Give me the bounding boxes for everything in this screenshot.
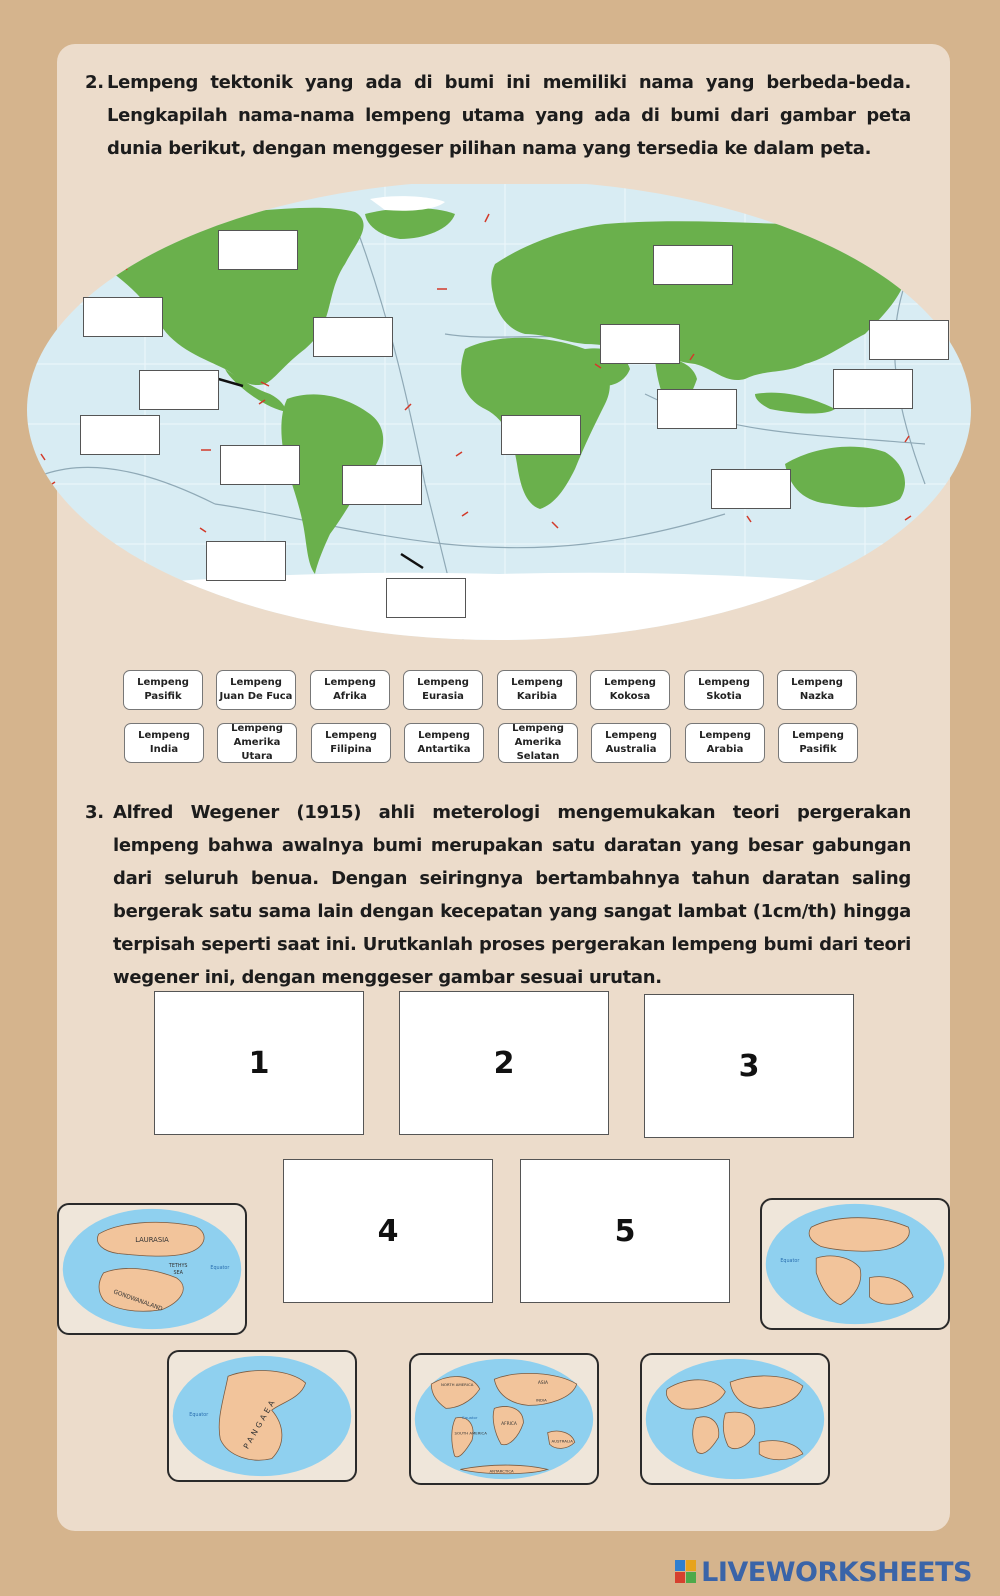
logo-text: LIVEWORKSHEETS [701, 1556, 972, 1588]
north-landmass [809, 1218, 909, 1251]
order-slot-4[interactable]: 4 [283, 1159, 493, 1303]
africa-label: AFRICA [501, 1421, 517, 1427]
plate-option[interactable]: Lempeng Antartika [404, 723, 484, 763]
map-card-present-day[interactable] [409, 1353, 599, 1485]
map-drop-box[interactable] [653, 245, 733, 285]
map-drop-box[interactable] [220, 445, 300, 485]
map-drop-box[interactable] [342, 465, 422, 505]
map-drop-box[interactable] [657, 389, 737, 429]
map-drop-box[interactable] [83, 297, 163, 337]
pangaea-label: PANGAEA [241, 1396, 279, 1451]
equator-label: Equator [189, 1413, 209, 1418]
plate-option[interactable]: Lempeng Amerika Selatan [498, 723, 578, 763]
order-slot-2[interactable]: 2 [399, 991, 609, 1135]
question-3 [85, 796, 911, 994]
asia-label: ASIA [537, 1381, 548, 1387]
map-drop-box[interactable] [206, 541, 286, 581]
map-drop-box[interactable] [711, 469, 791, 509]
sea-label: SEA [173, 1270, 183, 1276]
gondwanaland-label: GONDWANALAND [112, 1289, 164, 1313]
map-drop-box[interactable] [313, 317, 393, 357]
map-card-laurasia-gondwana[interactable] [57, 1203, 247, 1335]
equator-label: Equator [780, 1259, 800, 1265]
map-drop-box[interactable] [218, 230, 298, 270]
map-drop-box[interactable] [869, 320, 949, 360]
south-america-label: SOUTH AMERICA [454, 1430, 487, 1436]
plate-option[interactable]: Lempeng Eurasia [403, 670, 483, 710]
plate-option[interactable]: Lempeng Pasifik [778, 723, 858, 763]
antarctica-label: ANTARCTICA [489, 1468, 514, 1474]
order-slot-5[interactable]: 5 [520, 1159, 730, 1303]
map-drop-box[interactable] [600, 324, 680, 364]
liveworksheets-logo [675, 1556, 972, 1588]
plate-option[interactable]: Lempeng Nazka [777, 670, 857, 710]
question-2 [85, 66, 911, 165]
plate-option[interactable]: Lempeng Australia [591, 723, 671, 763]
laurasia-label: LAURASIA [135, 1235, 169, 1244]
question-text: Lempeng tektonik yang ada di bumi ini memiliki nama yang berbeda-beda. Lengkapilah nama-nama lempeng utama yang ada di bumi dari gambar peta dunia berikut, dengan menggeser pilihan nama yang tersedia ke dalam peta. [107, 72, 911, 159]
plate-option[interactable]: Lempeng Afrika [310, 670, 390, 710]
australia-label: AUSTRALIA [551, 1438, 573, 1444]
logo-icon [675, 1558, 697, 1586]
plate-option[interactable]: Lempeng Skotia [684, 670, 764, 710]
india-label: INDIA [536, 1397, 547, 1403]
equator-label: Equator [462, 1415, 478, 1420]
plate-option[interactable]: Lempeng Amerika Utara [217, 723, 297, 763]
plate-option[interactable]: Lempeng Filipina [311, 723, 391, 763]
plate-option[interactable]: Lempeng Pasifik [123, 670, 203, 710]
plate-option[interactable]: Lempeng Juan De Fuca [216, 670, 296, 710]
question-number: 2. [85, 72, 104, 93]
map-drop-box[interactable] [833, 369, 913, 409]
map-card-early-breakup[interactable] [760, 1198, 950, 1330]
north-america-label: NORTH AMERICA [440, 1382, 474, 1388]
map-drop-box[interactable] [501, 415, 581, 455]
plate-option[interactable]: Lempeng Karibia [497, 670, 577, 710]
question-text: Alfred Wegener (1915) ahli meterologi mengemukakan teori pergerakan lempeng bahwa awalnya bumi merupakan satu daratan yang besar gabungan dari seluruh benua. Dengan seiringnya bertambahnya tahun daratan saling bergerak satu sama lain dengan kecepatan yang sangat lambat (1cm/th) hingga terpisah seperti saat ini. Urutkanlah proses pergerakan lempeng bumi dari teori wegener ini, dengan menggeser gambar sesuai urutan. [113, 802, 911, 988]
map-drop-box[interactable] [80, 415, 160, 455]
order-slot-1[interactable]: 1 [154, 991, 364, 1135]
tethys-label: TETHYS [168, 1264, 188, 1270]
map-card-drifting[interactable] [640, 1353, 830, 1485]
map-card-pangaea[interactable] [167, 1350, 357, 1482]
equator-label: Equator [210, 1266, 230, 1271]
plate-option[interactable]: Lempeng Kokosa [590, 670, 670, 710]
plate-option[interactable]: Lempeng Arabia [685, 723, 765, 763]
world-tectonic-map [25, 184, 973, 648]
map-drop-box[interactable] [139, 370, 219, 410]
map-drop-box[interactable] [386, 578, 466, 618]
question-number: 3. [85, 802, 104, 823]
order-slot-3[interactable]: 3 [644, 994, 854, 1138]
plate-option[interactable]: Lempeng India [124, 723, 204, 763]
